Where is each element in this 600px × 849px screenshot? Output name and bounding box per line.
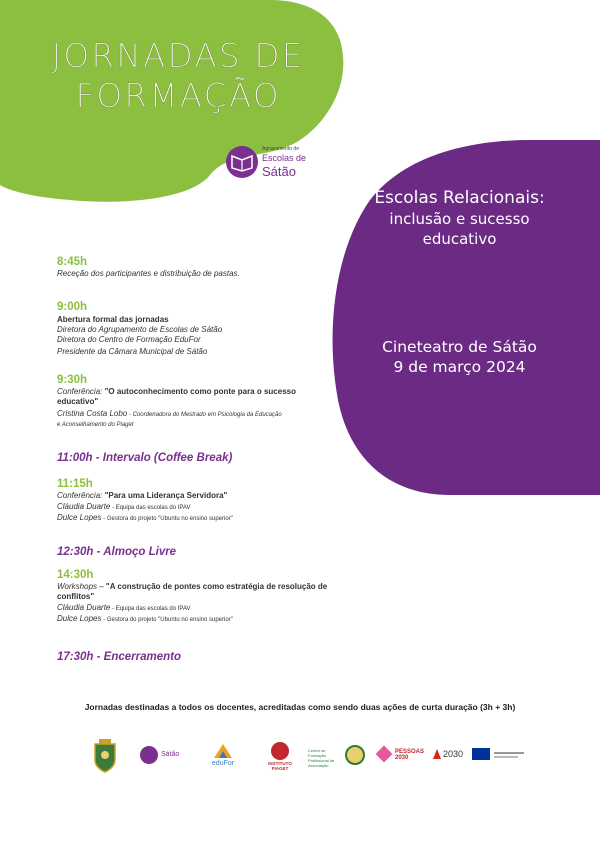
slot-text-845: Receção dos participantes e distribuição de pastas. — [57, 269, 240, 278]
slot-title-1115 — [57, 491, 227, 501]
slot-line-900-3: Presidente da Câmara Municipal de Sátão — [57, 347, 208, 356]
slot-speaker-930 — [57, 409, 282, 420]
venue: Cineteatro de Sátão — [382, 338, 537, 356]
page-title-line1: JORNADAS DE — [51, 36, 305, 75]
partner-2030-label: 2030 — [443, 749, 464, 759]
slot-close-1730: 17:30h - Encerramento — [57, 651, 181, 663]
slot-speaker-1430-1 — [57, 603, 191, 614]
speaker-name: Dulce Lopes — [57, 513, 102, 522]
speaker-role: - Gestora do projeto "Ubuntu no ensino superior" — [101, 617, 233, 623]
theme-title: Escolas Relacionais: — [374, 188, 545, 208]
theme-line3: educativo — [422, 230, 497, 248]
logo-line1: Agrupamento de — [262, 146, 299, 152]
slot-time-845: 8:45h — [57, 256, 88, 268]
partner-edufor — [205, 738, 241, 778]
slot-time-1115: 11:15h — [57, 478, 93, 490]
slot-time-930: 9:30h — [57, 374, 88, 386]
slot-title-1115-text: "Para uma Liderança Servidora" — [104, 491, 228, 500]
slot-label-1430: Workshops – — [57, 582, 106, 591]
slot-line-900-1: Diretora do Agrupamento de Escolas de Sátão — [57, 325, 223, 334]
accreditation-note: Jornadas destinadas a todos os docentes, acreditadas como sendo duas ações de curta duração (3h + 3h) — [84, 702, 516, 712]
speaker-role: - Equipa das escolas do IPAV — [110, 606, 191, 612]
slot-title-930-2: educativo" — [57, 397, 99, 406]
partner-pessoas2030 — [378, 738, 430, 778]
theme-line2: inclusão e sucesso — [389, 210, 530, 228]
slot-break-1100: 11:00h - Intervalo (Coffee Break) — [57, 452, 233, 464]
event-date: 9 de março 2024 — [393, 358, 526, 376]
partner-pessoas-label: PESSOAS 2030 — [395, 749, 425, 761]
municipality-crest-icon — [92, 738, 120, 778]
slot-line-900-2: Diretora do Centro de Formação EduFor — [57, 335, 201, 344]
school-logo-icon — [226, 146, 258, 178]
page-title-line2: FORMAÇÃO — [75, 76, 281, 115]
partner-piaget-label: INSTITUTO PIAGET — [268, 761, 292, 771]
eu-flag-icon — [472, 738, 532, 778]
slot-lunch-1230: 12:30h - Almoço Livre — [57, 546, 177, 558]
speaker-role-2: e Aconselhamento do Piaget — [57, 422, 134, 428]
speaker-role: - Coordenadora do Mestrado em Psicologia da Educação — [127, 412, 282, 418]
slot-speaker-1115-2 — [57, 513, 233, 524]
slot-speaker-1115-1 — [57, 502, 191, 513]
slot-label-930: Conferência: — [57, 387, 105, 396]
slot-title-1430 — [57, 582, 327, 592]
school-logo — [226, 142, 326, 182]
slot-title-1430-2: conflitos" — [57, 592, 95, 601]
slot-title-1430-1: "A construção de pontes como estratégia de resolução de — [105, 582, 328, 591]
speaker-name: Dulce Lopes — [57, 614, 102, 623]
slot-time-900: 9:00h — [57, 301, 88, 313]
partner-edufor-label: eduFor — [211, 760, 235, 767]
slot-label-1115: Conferência: — [57, 491, 105, 500]
slot-title-930 — [57, 387, 296, 397]
partner-cfaae — [308, 738, 368, 778]
partner-portugal2030 — [432, 738, 468, 778]
partner-piaget — [260, 738, 300, 778]
slot-time-1430: 14:30h — [57, 569, 94, 581]
logo-line3: Sátão — [262, 164, 296, 179]
slot-title-930-1: "O autoconhecimento como ponte para o sucesso — [104, 387, 296, 396]
speaker-name: Cláudia Duarte — [57, 603, 111, 612]
speaker-name: Cristina Costa Lobo — [57, 409, 128, 418]
slot-speaker-1430-2 — [57, 614, 233, 625]
speaker-role: - Equipa das escolas do IPAV — [110, 505, 191, 511]
logo-line2: Escolas de — [262, 153, 307, 163]
partner-cfaae-label: Centro de Formação Profissional de Associação — [308, 748, 335, 768]
partner-satao — [140, 738, 190, 778]
speaker-role: - Gestora do projeto "Ubuntu no ensino superior" — [101, 516, 233, 522]
partner-satao-label: Sátão — [161, 751, 180, 758]
slot-heading-900: Abertura formal das jornadas — [57, 315, 169, 324]
speaker-name: Cláudia Duarte — [57, 502, 111, 511]
